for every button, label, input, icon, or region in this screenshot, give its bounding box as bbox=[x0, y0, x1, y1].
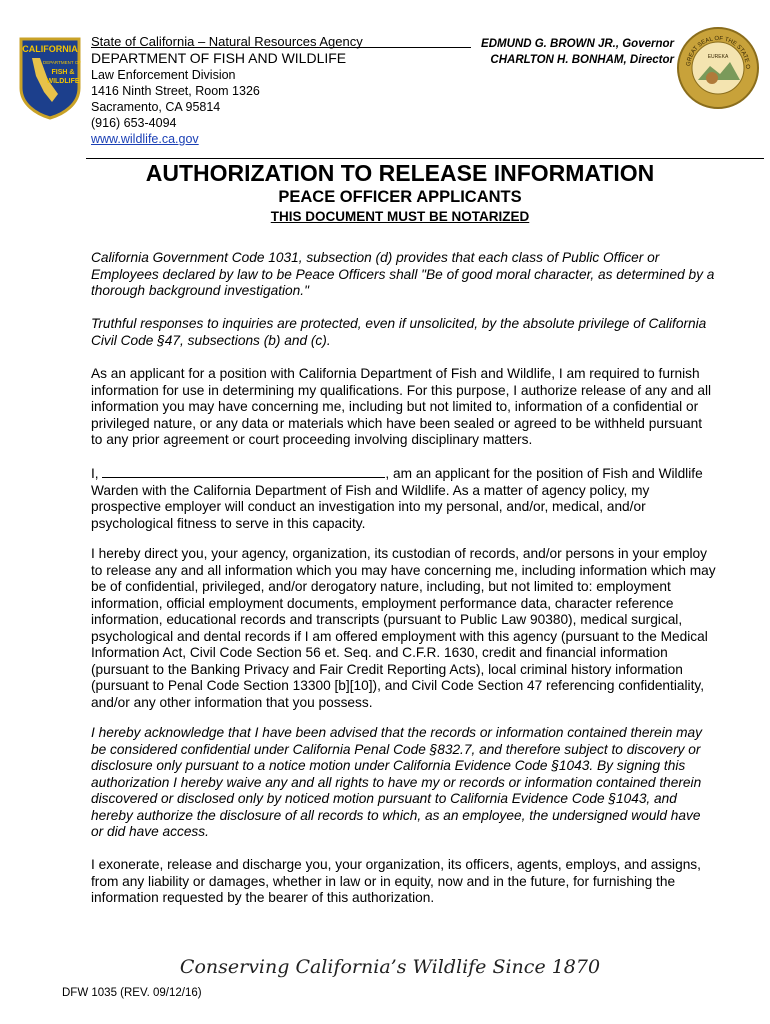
government-code-paragraph: California Government Code 1031, subsection (d) provides that each class of Public Officer or Employees declared by law to be Peace Officers shall "Be of good moral character, as determined by a thorough background investigation." bbox=[91, 250, 715, 298]
applicant-name-paragraph bbox=[91, 465, 716, 532]
city-state-zip: Sacramento, CA 95814 bbox=[91, 100, 221, 114]
document-subtitle: PEACE OFFICER APPLICANTS bbox=[278, 188, 522, 206]
svg-text:WILDLIFE: WILDLIFE bbox=[46, 78, 80, 85]
applicant-authorization-paragraph: As an applicant for a position with California Department of Fish and Wildlife, I am required to furnish information for use in determining my qualifications. For this purpose, I authorize release of any and all information you may have concerning me, including but not limited to, information of a confidential or privileged nature, or any data or materials which have been sealed or agreed to be withheld pursuant to any prior agreement or court proceeding involving disciplinary matters. bbox=[91, 366, 712, 447]
applicant-name-blank[interactable] bbox=[102, 465, 385, 478]
governor-name: EDMUND G. BROWN JR., Governor bbox=[481, 38, 674, 50]
street-address: 1416 Ninth Street, Room 1326 bbox=[91, 84, 260, 98]
fish-wildlife-badge-logo bbox=[18, 36, 82, 120]
svg-text:FISH &: FISH & bbox=[51, 69, 75, 76]
agency-name: State of California – Natural Resources Agency bbox=[91, 34, 363, 49]
phone-number: (916) 653-4094 bbox=[91, 116, 177, 130]
notarized-notice: THIS DOCUMENT MUST BE NOTARIZED bbox=[270, 209, 530, 224]
website-link[interactable]: www.wildlife.ca.gov bbox=[91, 132, 199, 146]
svg-text:EUREKA: EUREKA bbox=[707, 54, 729, 60]
letterhead-address bbox=[91, 36, 363, 147]
svg-text:GREAT SEAL OF THE STATE OF CAL: GREAT SEAL OF THE STATE O bbox=[685, 35, 751, 70]
form-number: DFW 1035 (REV. 09/12/16) bbox=[62, 987, 202, 999]
director-name: CHARLTON H. BONHAM, Director bbox=[490, 54, 674, 66]
officials-block bbox=[440, 36, 674, 68]
header-divider bbox=[86, 158, 764, 159]
department-name: DEPARTMENT OF FISH AND WILDLIFE bbox=[91, 50, 347, 66]
acknowledgement-paragraph: I hereby acknowledge that I have been advised that the records or information contained therein may be considered confidential under California Penal Code §832.7, and therefore subject to discovery or disclosure only pursuant to a notice motion under California Evidence Code §1043. By signing this authorization I hereby waive any and all rights to have my or records or information contained therein discovered or disclosed only by noticed motion pursuant to California Evidence Code §1043, and hereby authorize the disclosure of all records to which, as an employee, the undersigned would have or did have access. bbox=[91, 725, 702, 839]
exoneration-paragraph: I exonerate, release and discharge you, your organization, its officers, agents, employs, and assigns, from any liability or damages, whether in law or in equity, now and in the future, for furnishing the information requested by the bearer of this authorization. bbox=[91, 857, 701, 905]
document-title: AUTHORIZATION TO RELEASE INFORMATION bbox=[145, 160, 655, 186]
svg-text:DEPARTMENT OF: DEPARTMENT OF bbox=[42, 60, 82, 65]
applicant-statement: , am an applicant for the position of Fish and Wildlife Warden with the California Department of Fish and Wildlife. As a matter of agency policy, my prospective employer will conduct an investigation into my personal, and/or, medical, and/or psychological fitness to serve in this capacity. bbox=[91, 466, 703, 531]
release-direction-paragraph: I hereby direct you, your agency, organization, its custodian of records, and/or persons in your employ to release any and all information which you may have concerning me, including information which may be of confidential, privileged, and/or derogatory nature, including, but not limited to: employment information, official employment documents, employment performance data, character reference information, educational records and transcripts (pursuant to Public Law 90380), medical surgical, psychological and dental records if I am offered employment with this agency (pursuant to the Medical Information Act, Civil Code Section 56 et. Seq. and C.F.R. 1630, credit and financial information (pursuant to the Banking Privacy and Fair Credit Reporting Acts), local criminal history information (pursuant to Penal Code Section 13300 [b][10]), and Civil Code Section 47 referencing confidentiality, and/or any other information that you possess. bbox=[91, 546, 716, 710]
footer-slogan: Conserving California’s Wildlife Since 1870 bbox=[179, 956, 601, 978]
state-seal-logo bbox=[676, 26, 760, 110]
division-name: Law Enforcement Division bbox=[91, 68, 236, 82]
applicant-prefix: I, bbox=[91, 466, 103, 481]
badge-top-text: CALIFORNIA bbox=[22, 44, 78, 54]
privilege-paragraph: Truthful responses to inquiries are protected, even if unsolicited, by the absolute privilege of California Civil Code §47, subsections (b) and (c). bbox=[91, 316, 707, 348]
